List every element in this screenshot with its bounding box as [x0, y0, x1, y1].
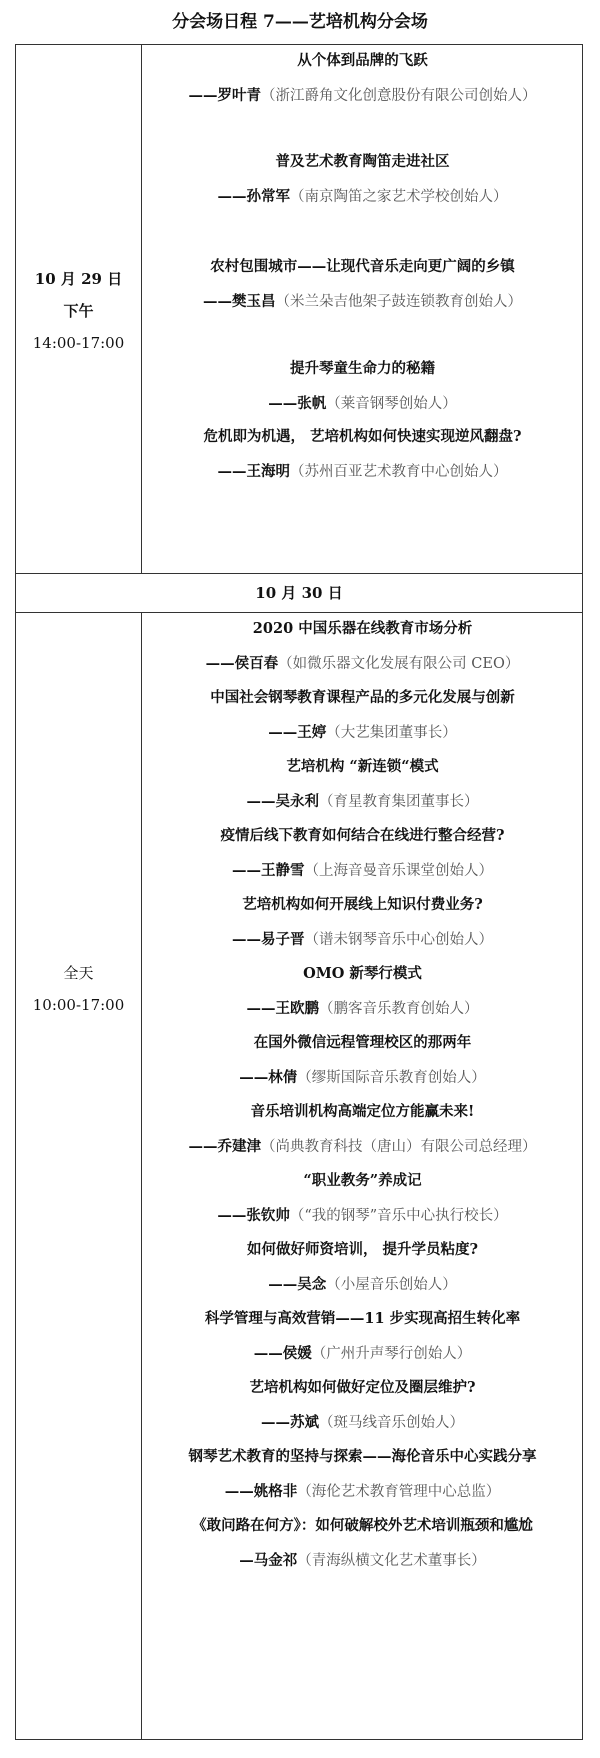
speaker-line: [143, 792, 582, 812]
speaker-role: （小屋音乐创始人）: [326, 1277, 457, 1293]
talk-title: 《敢问路在何方》：如何破解校外艺术培训瓶颈和尴尬: [192, 1517, 533, 1534]
talk-item: [143, 257, 582, 312]
talk-title: 音乐培训机构高端定位方能赢未来!: [250, 1103, 475, 1120]
talk-title: 普及艺术教育陶笛走进社区: [275, 153, 450, 170]
speaker-role: （广州升声琴行创始人）: [311, 1346, 472, 1362]
speaker-line: [143, 187, 582, 207]
speaker-line: [143, 1206, 582, 1226]
speaker-role: （青海纵横文化艺术董事长）: [297, 1553, 486, 1569]
talk-item: [143, 1240, 582, 1295]
speaker-name: ——苏斌: [261, 1414, 319, 1431]
talk-item: [143, 1378, 582, 1433]
speaker-line: [143, 861, 582, 881]
speaker-role: （海伦艺术教育管理中心总监）: [297, 1484, 501, 1500]
time-cell-day2: [16, 957, 141, 1021]
talk-title: “职业教务”养成记: [303, 1172, 422, 1189]
speaker-role: （莱音钢琴创始人）: [326, 396, 457, 412]
talk-item: [143, 1516, 582, 1571]
speaker-line: [143, 654, 582, 674]
talk-title: 钢琴艺术教育的坚持与探索——海伦音乐中心实践分享: [188, 1448, 537, 1465]
talk-item: [143, 1171, 582, 1226]
schedule-section-day1: [15, 44, 583, 574]
talk-item: [143, 1102, 582, 1157]
speaker-name: ——侯媛: [253, 1345, 312, 1362]
speaker-name: ——罗叶青: [188, 87, 261, 104]
speaker-role: （上海音曼音乐课堂创始人）: [304, 863, 493, 879]
speaker-role: （大艺集团董事长）: [326, 725, 457, 741]
speaker-name: ——王欧鹏: [246, 1000, 319, 1017]
talk-item: [143, 757, 582, 812]
speaker-role: （缪斯国际音乐教育创始人）: [297, 1070, 486, 1086]
time-range: 10:00-17:00: [32, 996, 125, 1014]
speaker-name: ——张钦帅: [217, 1207, 290, 1224]
talk-title: 科学管理与高效营销——11 步实现高招生转化率: [204, 1310, 521, 1327]
speaker-role: （浙江爵角文化创意股份有限公司创始人）: [261, 88, 537, 104]
talk-title: 艺培机构 “新连锁“模式: [286, 758, 439, 775]
speaker-role: （斑马线音乐创始人）: [319, 1415, 464, 1431]
talk-title: 中国社会钢琴教育课程产品的多元化发展与创新: [210, 689, 515, 706]
speaker-name: ——王婷: [268, 724, 327, 741]
talk-list-day1: [143, 45, 582, 573]
speaker-name: ——姚格非: [224, 1483, 298, 1500]
talk-item: [143, 152, 582, 207]
talk-item: [143, 359, 582, 414]
speaker-role: （鹏客音乐教育创始人）: [319, 1001, 479, 1017]
speaker-role: （米兰朵吉他架子鼓连锁教育创始人）: [275, 294, 522, 310]
talk-item: [143, 1309, 582, 1364]
speaker-line: [143, 86, 582, 106]
talk-item: [143, 427, 582, 482]
period-label: 全天: [63, 964, 94, 982]
talk-title: 艺培机构如何做好定位及圈层维护?: [249, 1379, 476, 1396]
speaker-name: ——吴念: [268, 1276, 327, 1293]
speaker-name: ——王静雪: [232, 862, 305, 879]
speaker-line: [143, 1551, 582, 1571]
speaker-line: [143, 723, 582, 743]
speaker-name: ——易子晋: [232, 931, 305, 948]
speaker-name: ——吴永利: [246, 793, 319, 810]
talk-item: [143, 1033, 582, 1088]
talk-title: 在国外微信远程管理校区的那两年: [253, 1034, 472, 1051]
talk-title: 从个体到品牌的飞跃: [297, 52, 428, 69]
speaker-line: [143, 1413, 582, 1433]
speaker-name: ——王海明: [217, 463, 290, 480]
talk-title: 提升琴童生命力的秘籍: [290, 360, 435, 377]
schedule-section-day2: [15, 612, 583, 1740]
column-divider: [141, 613, 142, 1739]
date-bar-day2: 10 月 30 日: [15, 573, 583, 613]
talk-list-day2: [143, 613, 582, 1739]
talk-title: 危机即为机遇， 艺培机构如何快速实现逆风翻盘?: [203, 428, 522, 445]
talk-item: [143, 895, 582, 950]
speaker-name: ——孙常军: [217, 188, 290, 205]
speaker-name: ——张帆: [268, 395, 327, 412]
time-range: 14:00-17:00: [32, 334, 125, 352]
speaker-line: [143, 1344, 582, 1364]
talk-title: OMO 新琴行模式: [303, 965, 422, 982]
speaker-role: （“我的钢琴”音乐中心执行校长）: [289, 1208, 508, 1224]
talk-title: 艺培机构如何开展线上知识付费业务?: [242, 896, 483, 913]
speaker-line: [143, 930, 582, 950]
speaker-role: （如微乐器文化发展有限公司 CEO）: [278, 656, 520, 672]
talk-title: 农村包围城市——让现代音乐走向更广阔的乡镇: [210, 258, 515, 275]
speaker-name: ——林倩: [239, 1069, 298, 1086]
speaker-name: ——乔建津: [188, 1138, 261, 1155]
talk-item: [143, 1447, 582, 1502]
speaker-line: [143, 1482, 582, 1502]
speaker-line: [143, 1275, 582, 1295]
talk-item: [143, 51, 582, 106]
speaker-name: ——侯百春: [205, 655, 279, 672]
talk-item: [143, 688, 582, 743]
speaker-line: [143, 462, 582, 482]
speaker-role: （育星教育集团董事长）: [319, 794, 479, 810]
speaker-line: [143, 1068, 582, 1088]
talk-title: 如何做好师资培训， 提升学员粘度?: [246, 1241, 479, 1258]
speaker-line: [143, 999, 582, 1019]
speaker-role: （南京陶笛之家艺术学校创始人）: [290, 189, 508, 205]
column-divider: [141, 45, 142, 573]
talk-item: [143, 826, 582, 881]
speaker-name: ——樊玉昌: [203, 293, 276, 310]
speaker-role: （谱未钢琴音乐中心创始人）: [304, 932, 493, 948]
time-cell-day1: [16, 263, 141, 359]
speaker-name: —马金祁: [239, 1552, 298, 1569]
speaker-line: [143, 394, 582, 414]
talk-title: 疫情后线下教育如何结合在线进行整合经营?: [220, 827, 505, 844]
speaker-line: [143, 292, 582, 312]
period-label: 下午: [63, 302, 94, 320]
talk-title: 2020 中国乐器在线教育市场分析: [252, 620, 473, 637]
talk-item: [143, 964, 582, 1019]
talk-item: [143, 619, 582, 674]
speaker-role: （尚典教育科技（唐山）有限公司总经理）: [261, 1139, 537, 1155]
page-title: 分会场日程 7——艺培机构分会场: [172, 12, 428, 32]
speaker-role: （苏州百亚艺术教育中心创始人）: [290, 464, 508, 480]
speaker-line: [143, 1137, 582, 1157]
date-label: 10 月 29 日: [34, 270, 123, 288]
